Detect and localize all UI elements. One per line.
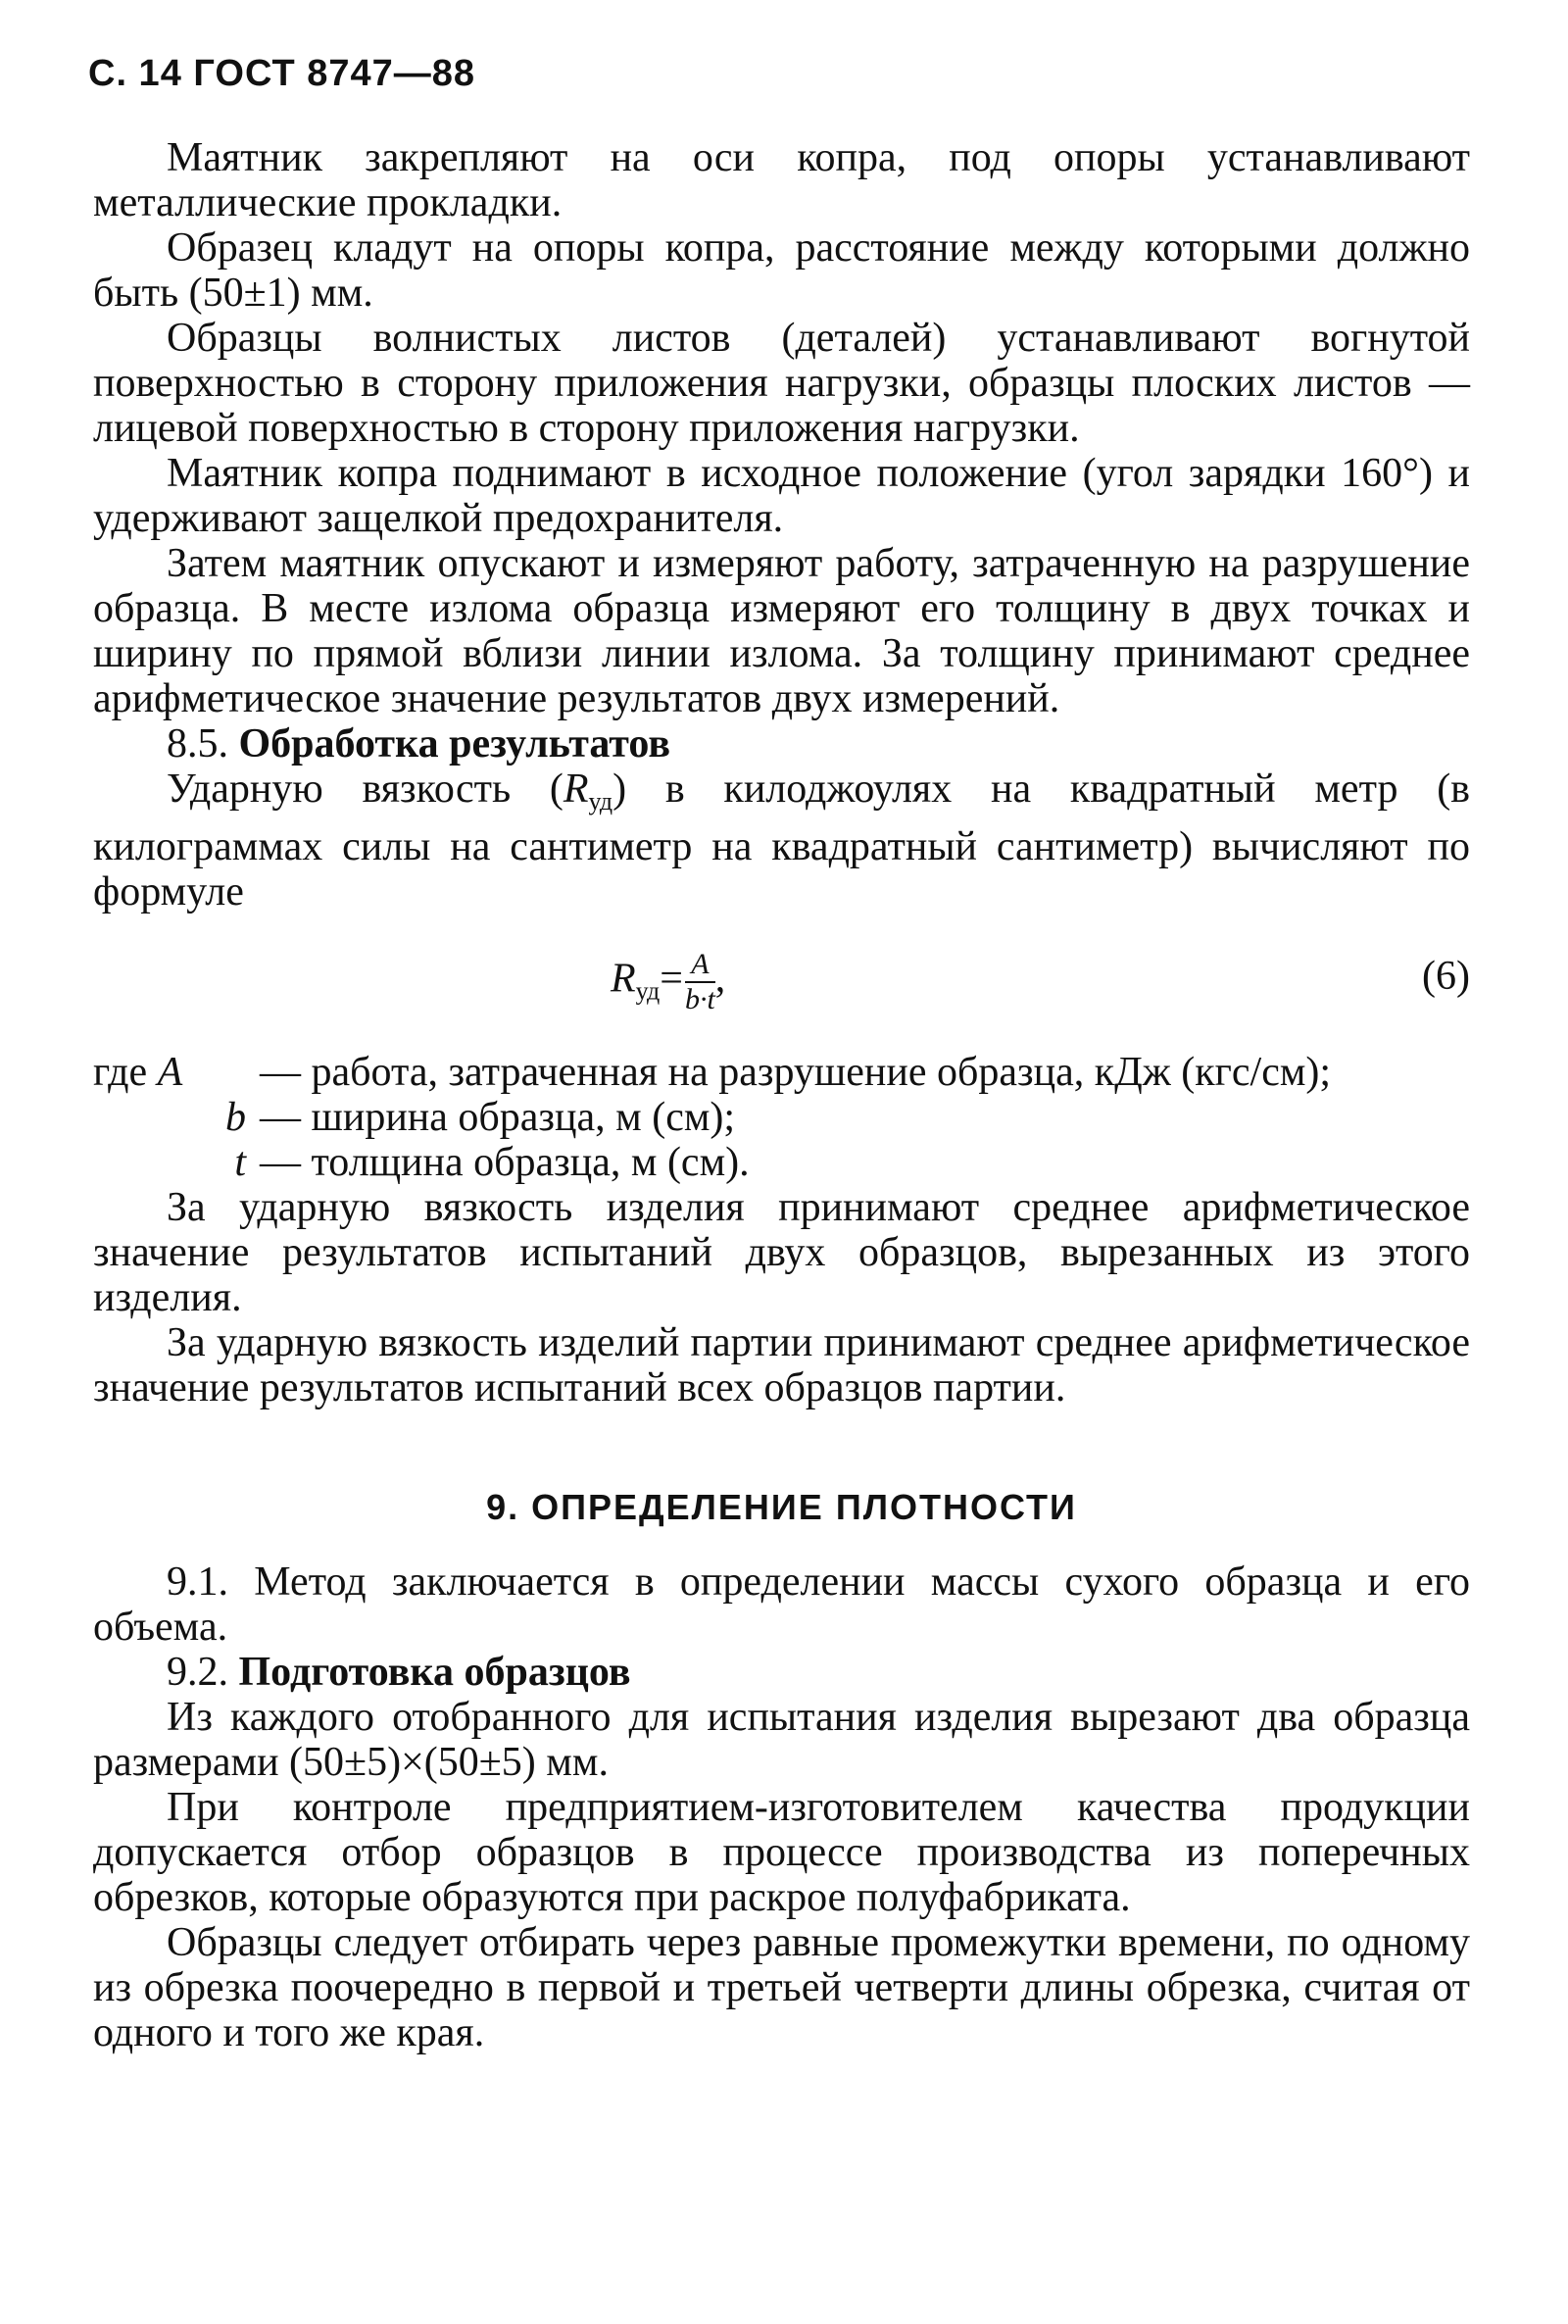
paragraph: Из каждого отобранного для испытания изделия вырезают два образца размерами (50±5)×(50±5) мм. (93, 1695, 1470, 1785)
definition-symbol: b (225, 1095, 246, 1140)
formula-fraction (685, 948, 715, 1016)
paragraph: При контроле предприятием-изготовителем качества продукции допускается отбор образцов в процессе производства из поперечных обрезков, которые образуются при раскрое полуфабриката. (93, 1785, 1470, 1920)
definition-text: — ширина образца, м (см); (260, 1095, 736, 1140)
definition-lead (93, 1095, 260, 1140)
page-header: С. 14 ГОСТ 8747—88 (88, 53, 476, 94)
paragraph: Образцы волнистых листов (деталей) устанавливают вогнутой поверхностью в сторону приложения нагрузки, образцы плоских листов — лицевой поверхностью в сторону приложения нагрузки. (93, 316, 1470, 451)
intro-text: Ударную вязкость ( (167, 766, 564, 812)
paragraph: Маятник копра поднимают в исходное положение (угол зарядки 160°) и удерживают защелкой предохранителя. (93, 451, 1470, 541)
paragraph: Образец кладут на опоры копра, расстояние между которыми должно быть (50±1) мм. (93, 225, 1470, 316)
formula-definitions (93, 1050, 1470, 1185)
intro-text: ) в килоджоулях на квадратный метр (в килограммах силы на сантиметр на квадратный сантиметр) вычисляют по формуле (93, 766, 1471, 915)
definition-lead: где A (93, 1050, 183, 1095)
formula-lhs: R (611, 956, 636, 1002)
formula-number: (6) (1422, 954, 1470, 999)
formula-comma: , (714, 956, 726, 1002)
definition-symbol: A (157, 1050, 183, 1095)
paragraph-9-1: 9.1. Метод заключается в определении массы сухого образца и его объема. (93, 1559, 1470, 1650)
definition-row (93, 1140, 1470, 1185)
subsection-9-2-heading (93, 1650, 1470, 1695)
definition-symbol: t (234, 1140, 246, 1185)
formula-lhs-subscript: уд (635, 976, 661, 1006)
paragraph: За ударную вязкость изделий партии принимают среднее арифметическое значение результатов испытаний всех образцов партии. (93, 1320, 1470, 1410)
section-9-heading: 9. ОПРЕДЕЛЕНИЕ ПЛОТНОСТИ (486, 1487, 1077, 1527)
formula-denominator: b·t (684, 983, 715, 1015)
paragraph: Затем маятник опускают и измеряют работу, затраченную на разрушение образца. В месте излома образца измеряют его толщину в двух точках и ширину по прямой вблизи линии излома. За толщину принимают среднее арифметическое значение результатов двух измерений. (93, 541, 1470, 721)
formula-equals: = (660, 956, 683, 1002)
paragraph: Образцы следует отбирать через равные промежутки времени, по одному из обрезка поочередно в первой и третьей четверти длины обрезка, считая от одного и того же края. (93, 1920, 1470, 2055)
subsection-number: 8.5. (167, 721, 228, 766)
paragraph-formula-intro (93, 766, 1470, 915)
definition-row (93, 1050, 1470, 1095)
subsection-8-5-heading (93, 721, 1470, 766)
formula-numerator: A (685, 948, 715, 983)
formula-6 (93, 920, 1470, 1046)
definition-row (93, 1095, 1470, 1140)
subsection-title: Обработка результатов (238, 721, 671, 766)
intro-symbol: R (563, 766, 589, 812)
definition-text: — толщина образца, м (см). (260, 1140, 750, 1185)
definition-lead (93, 1140, 260, 1185)
paragraph: За ударную вязкость изделия принимают среднее арифметическое значение результатов испытаний двух образцов, вырезанных из этого изделия. (93, 1185, 1470, 1320)
subsection-number: 9.2. (167, 1650, 228, 1695)
paragraph: Маятник закрепляют на оси копра, под опоры устанавливают металлические прокладки. (93, 135, 1470, 225)
formula-expression (611, 948, 725, 1016)
document-body (93, 135, 1470, 2055)
subsection-title: Подготовка образцов (238, 1650, 631, 1695)
intro-subscript: уд (588, 787, 613, 816)
definition-text: — работа, затраченная на разрушение образца, кДж (кгс/см); (260, 1050, 1332, 1095)
